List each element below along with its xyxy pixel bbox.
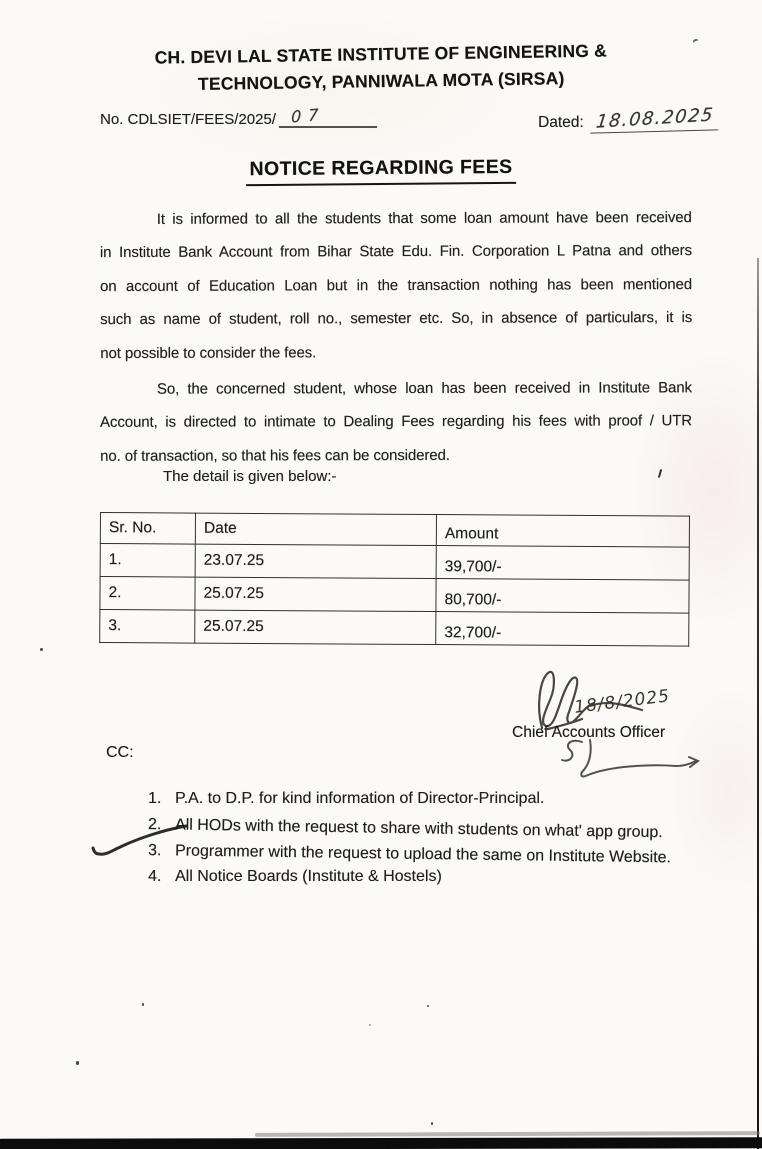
scan-bottom-edge <box>0 1137 762 1149</box>
paragraph-line: So, the concerned student, whose loan has been received in Institute Bank <box>156 379 692 398</box>
scan-speck <box>692 38 700 46</box>
cell-srno: 2. <box>100 577 195 611</box>
cc-item-number: 1. <box>148 790 162 807</box>
fees-detail-table <box>99 512 690 647</box>
paragraph-line: It is informed to all the students that some loan amount have been received <box>156 208 692 228</box>
cc-item-text: P.A. to D.P. for kind information of Director-Principal. <box>175 790 545 807</box>
cc-item-text: All HODs with the request to share with students on what' app group. <box>174 816 663 842</box>
col-header-date: Date <box>195 513 436 545</box>
cell-date: 25.07.25 <box>195 610 436 644</box>
ref-number-handwritten: 07 <box>279 106 377 128</box>
paragraph-line: such as name of student, roll no., semester etc. So, in absence of particulars, it is <box>100 309 693 329</box>
paragraph-line: in Institute Bank Account from Bihar State Edu. Fin. Corporation L Patna and others <box>99 242 692 262</box>
cell-srno: 1. <box>100 544 195 578</box>
col-header-amount: Amount <box>436 515 689 548</box>
scan-speck <box>427 1005 429 1007</box>
institute-name-line2: TECHNOLOGY, PANNIWALA MOTA (SIRSA) <box>197 68 565 94</box>
ref-label: No. CDLSIET/FEES/2025/ <box>100 111 276 128</box>
detail-intro-line: The detail is given below:- <box>163 468 337 485</box>
notice-title: NOTICE REGARDING FEES <box>0 154 762 189</box>
table-row <box>100 577 689 614</box>
paragraph-line: no. of transaction, so that his fees can be considered. <box>100 446 450 465</box>
cc-item-number: 4. <box>148 868 162 885</box>
cell-date: 23.07.25 <box>195 544 436 578</box>
paragraph-line: not possible to consider the fees. <box>100 343 317 362</box>
dated-label: Dated: <box>538 114 584 131</box>
cell-amount: 32,700/- <box>436 612 689 647</box>
signatory-designation: Chief Accounts Officer <box>512 724 666 741</box>
scan-speck <box>40 648 43 651</box>
scan-speck <box>142 1003 144 1006</box>
scan-smudge <box>255 1131 760 1136</box>
scan-speck <box>76 1061 79 1065</box>
cell-date: 25.07.25 <box>195 577 436 611</box>
col-header-srno: Sr. No. <box>100 513 195 545</box>
cc-item-text: All Notice Boards (Institute & Hostels) <box>175 868 442 885</box>
table-header-row <box>100 513 689 548</box>
reference-number-row <box>100 106 377 128</box>
cc-item-text: Programmer with the request to upload the same on Institute Website. <box>174 842 672 867</box>
scan-speck <box>369 1024 371 1026</box>
cc-item-number: 3. <box>147 842 162 860</box>
dated-row <box>538 104 718 133</box>
table-row <box>100 544 689 581</box>
cc-list <box>148 786 708 890</box>
page-edge-shadow <box>757 258 759 1149</box>
paragraph-1 <box>100 201 693 370</box>
dated-handwritten: 18.08.2025 <box>589 106 718 133</box>
cc-item <box>148 786 708 812</box>
table-row <box>100 610 689 647</box>
institute-name-line1: CH. DEVI LAL STATE INSTITUTE OF ENGINEERING & <box>154 40 608 68</box>
paragraph-2 <box>100 371 692 473</box>
cell-amount: 39,700/- <box>436 546 689 581</box>
paragraph-line: Account, is directed to intimate to Dealing Fees regarding his fees with proof / UTR <box>99 412 693 432</box>
signature-date-handwritten: 18/8/2025 <box>573 686 672 718</box>
cc-label: CC: <box>106 744 134 761</box>
cell-amount: 80,700/- <box>436 579 689 614</box>
initials-scribble <box>554 736 704 788</box>
institute-header <box>85 36 678 99</box>
scan-speck <box>431 1122 433 1125</box>
paragraph-line: on account of Education Loan but in the transaction nothing has been mentioned <box>99 275 693 295</box>
cc-item-number: 2. <box>147 816 162 834</box>
handwritten-tick-mark <box>90 823 190 863</box>
cell-srno: 3. <box>100 610 195 644</box>
